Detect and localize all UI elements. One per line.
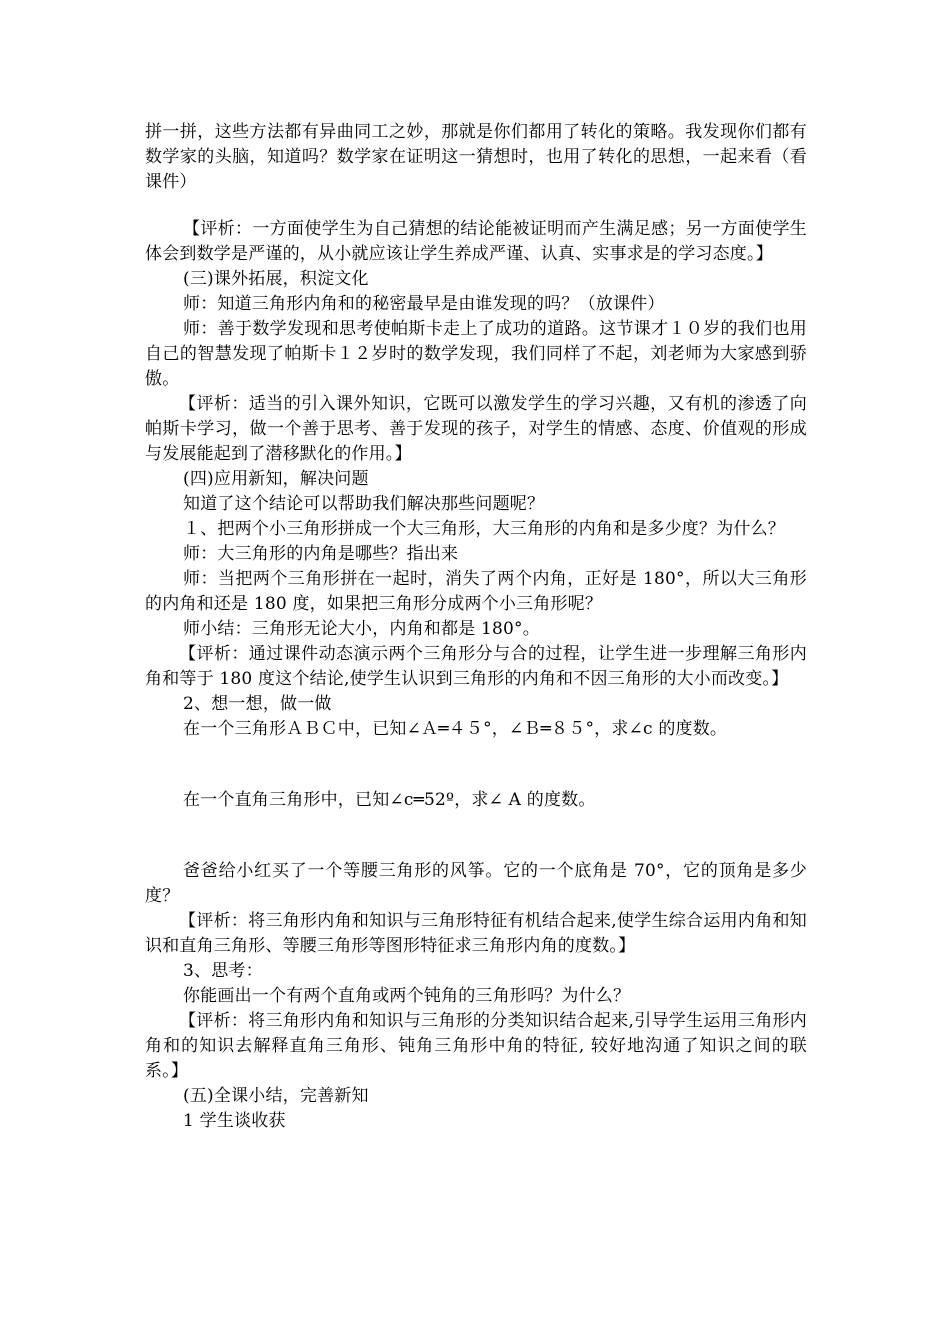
paragraph-teacher-1: 师：知道三角形内角和的秘密最早是由谁发现的吗？（放课件） [183,294,665,314]
paragraph-exercise-b: 在一个直角三角形中，已知∠c═52º，求∠ A 的度数。 [183,790,596,810]
paragraph-think: 你能画出一个有两个直角或两个钝角的三角形吗？为什么？ [183,986,631,1006]
paragraph-student-gains: 1 学生谈收获 [183,1111,286,1131]
paragraph-comment-5: 【评析：将三角形内角和知识与三角形的分类知识结合起来,引导学生运用三角形内角和的知识去解释直角三角形、钝角三角形中角的特征, 较好地沟通了知识之间的联系。】 [145,1011,807,1081]
paragraph-teacher-4: 师：当把两个三角形拼在一起时，消失了两个内角，正好是 180°，所以大三角形的内角和还是 180 度，如果把三角形分成两个小三角形呢？ [145,569,807,614]
paragraph-question: 知道了这个结论可以帮助我们解决那些问题呢？ [183,494,545,514]
paragraph-comment-3: 【评析：通过课件动态演示两个三角形分与合的过程，让学生进一步理解三角形内角和等于 180 度这个结论,使学生认识到三角形的内角和不因三角形的大小而改变。】 [145,644,807,689]
section-heading-5: (五)全课小结，完善新知 [183,1086,369,1106]
paragraph-exercise-a: 在一个三角形ＡＢＣ中，已知∠Ａ═４５°，∠Ｂ═８５°，求∠c 的度数。 [183,719,728,739]
paragraph-problem-1: １、把两个小三角形拼成一个大三角形，大三角形的内角和是多少度？为什么？ [183,519,785,539]
paragraph-comment-1: 【评析：一方面使学生为自己猜想的结论能被证明而产生满足感；另一方面使学生体会到数学是严谨的，从小就应该让学生养成严谨、认真、实事求是的学习态度。】 [145,219,807,264]
paragraph-teacher-summary: 师小结：三角形无论大小，内角和都是 180°。 [183,619,540,639]
paragraph-comment-2: 【评析：适当的引入课外知识，它既可以激发学生的学习兴趣，又有机的渗透了向帕斯卡学习，做一个善于思考、善于发现的孩子，对学生的情感、态度、价值观的形成与发展能起到了潜移默化的作用。】 [145,394,807,464]
paragraph-teacher-2: 师：善于数学发现和思考使帕斯卡走上了成功的道路。这节课才１０岁的我们也用自己的智慧发现了帕斯卡１２岁时的数学发现，我们同样了不起，刘老师为大家感到骄傲。 [145,319,807,389]
section-heading-exercise-3: 3、思考： [183,961,263,981]
paragraph-comment-4: 【评析：将三角形内角和知识与三角形特征有机结合起来,使学生综合运用内角和知识和直角三角形、等腰三角形等图形特征求三角形内角的度数。】 [145,911,807,956]
paragraph-exercise-c: 爸爸给小红买了一个等腰三角形的风筝。它的一个底角是 70°，它的顶角是多少度？ [145,861,807,906]
paragraph-teacher-3: 师：大三角形的内角是哪些？指出来 [183,544,459,564]
section-heading-3: (三)课外拓展，积淀文化 [183,269,369,289]
paragraph-intro: 拼一拼，这些方法都有异曲同工之妙，那就是你们都用了转化的策略。我发现你们都有数学家的头脑，知道吗？数学家在证明这一猜想时，也用了转化的思想，一起来看（看课件） [145,122,807,192]
section-heading-exercise-2: 2、想一想，做一做 [183,694,332,714]
section-heading-4: (四)应用新知，解决问题 [183,469,369,489]
document-body [145,120,807,1134]
